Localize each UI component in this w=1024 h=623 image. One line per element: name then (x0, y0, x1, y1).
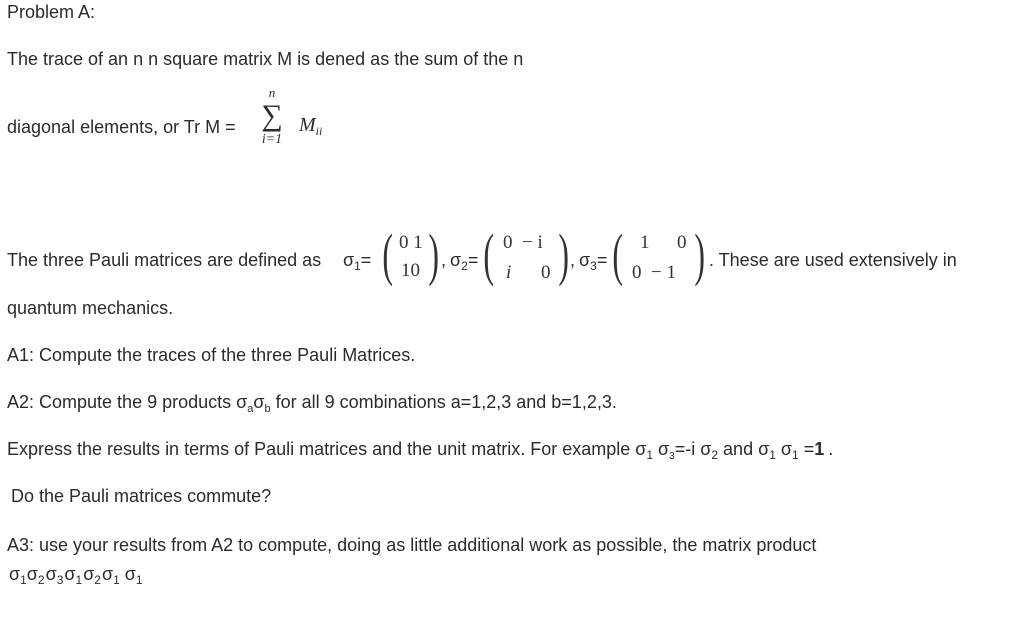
matrix-product (9, 564, 143, 587)
matrix3-left-paren: ( (612, 222, 623, 287)
comma: , (441, 250, 447, 270)
matrix1-left-paren: ( (382, 222, 393, 287)
equals-sign: = (360, 250, 372, 270)
sigma-subscript: 2 (94, 573, 101, 587)
sigma-symbol: σ (64, 564, 76, 584)
subscript-b: b (264, 403, 271, 415)
summation-formula (252, 86, 292, 148)
sigma-subscript: 2 (37, 573, 45, 587)
sigma-subscript: 2 (711, 448, 719, 462)
pauli-intro: The three Pauli matrices are defined as (7, 250, 322, 270)
express-text-mid: and σ (718, 439, 770, 459)
sigma-symbol: σ (775, 439, 793, 459)
sigma-symbol: σ (9, 564, 21, 584)
unit-matrix-symbol: 1 (814, 439, 825, 459)
sigma-subscript: 2 (461, 259, 468, 273)
question-a1: A1: Compute the traces of the three Pauli Matrices. (7, 345, 416, 365)
equals-sign: = (467, 250, 479, 270)
express-instruction (7, 439, 833, 462)
sigma-subscript: 1 (646, 448, 654, 462)
sigma-symbol: σ (101, 564, 114, 584)
sigma-subscript: 3 (590, 259, 597, 273)
sigma-subscript: 1 (354, 259, 361, 273)
sum-symbol: ∑ (261, 99, 283, 132)
express-text-start: Express the results in terms of Pauli matrices and the unit matrix. For example σ (7, 439, 647, 459)
sigma-subscript: 1 (20, 573, 27, 587)
sigma-symbol: σ (579, 250, 591, 270)
matrix2-row2-col1: i (506, 262, 512, 283)
summand (299, 114, 322, 139)
sigma1-label (343, 250, 371, 273)
matrix2-row2-col2: 0 (541, 262, 551, 283)
express-text-mid: =-i σ (674, 439, 712, 459)
subscript-a: a (247, 403, 254, 415)
sigma-symbol: σ (653, 439, 670, 459)
sigma-subscript: 3 (669, 451, 675, 462)
matrix2-left-paren: ( (483, 222, 494, 287)
matrix3-row1-col1: 1 (640, 232, 650, 253)
matrix2-row1: 0 − i (503, 232, 543, 253)
sum-lower-limit: i=1 (261, 132, 283, 147)
matrix3-row2: 0 − 1 (632, 262, 676, 283)
sigma-symbol: σ (450, 250, 462, 270)
sigma-subscript: 1 (769, 448, 776, 462)
sigma-subscript: 1 (792, 448, 799, 462)
sigma-symbol: σ (83, 564, 95, 584)
summand-subscript: ii (315, 124, 323, 138)
sigma-subscript: 1 (135, 573, 143, 587)
a2-text-end: for all 9 combinations a=1,2,3 and b=1,2,3. (270, 392, 617, 412)
period: . (828, 439, 834, 459)
trace-definition-text: diagonal elements, or Tr M = (7, 117, 236, 137)
matrix1-row1: 0 1 (399, 232, 423, 253)
commute-question: Do the Pauli matrices commute? (11, 486, 272, 506)
a2-text-start: A2: Compute the 9 products σ (7, 392, 248, 412)
matrix3-row1-col2: 0 (677, 232, 687, 253)
sigma-symbol: σ (253, 392, 265, 412)
matrix1-row2: 10 (401, 260, 420, 281)
sigma3-label (570, 250, 607, 273)
comma: , (570, 250, 576, 270)
trace-intro: The trace of an n n square matrix M is dened as the sum of the n (7, 49, 524, 69)
question-a3: A3: use your results from A2 to compute, doing as little additional work as possible, the matrix product (7, 535, 817, 555)
sigma-symbol: σ (26, 564, 38, 584)
matrix1-right-paren: ) (428, 222, 439, 287)
sum-upper-limit: n (268, 85, 276, 100)
equals-sign: = (798, 439, 815, 459)
sigma-subscript: 1 (113, 573, 120, 587)
sigma-symbol: σ (343, 250, 355, 270)
pauli-continuation: quantum mechanics. (7, 298, 174, 318)
sigma-subscript: 3 (56, 573, 64, 587)
problem-title: Problem A: (7, 2, 96, 22)
equals-sign: = (596, 250, 608, 270)
sigma-symbol: σ (124, 564, 136, 584)
matrix3-right-paren: ) (694, 222, 705, 287)
sigma-symbol: σ (45, 564, 57, 584)
sigma-subscript: 1 (75, 573, 83, 587)
matrix2-right-paren: ) (558, 222, 569, 287)
sigma2-label (441, 250, 478, 273)
question-a2 (7, 392, 617, 415)
pauli-outro: . These are used extensively in (709, 250, 957, 270)
summand-base: M (299, 114, 316, 136)
